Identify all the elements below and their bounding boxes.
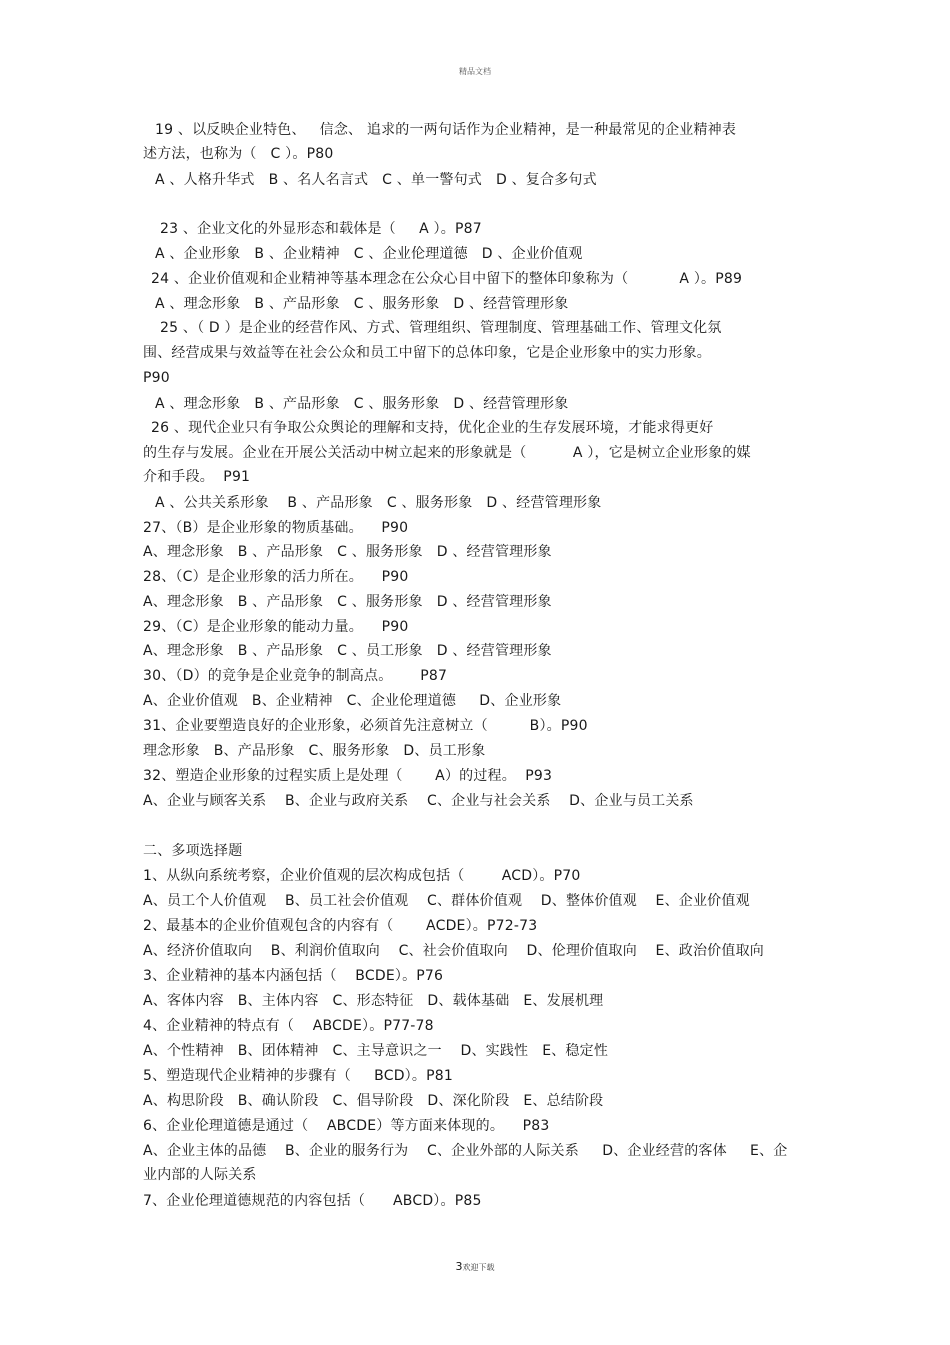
text-line: 2、最基本的企业价值观包含的内容有（ ACDE）。P72-73 <box>143 918 538 934</box>
text-line: 业内部的人际关系 <box>143 1167 257 1183</box>
text-line: A、企业主体的品德 B、企业的服务行为 C、企业外部的人际关系 D、企业经营的客体 E、企 <box>143 1143 788 1159</box>
text-line: 25 、（ D ）是企业的经营作风、方式、管理组织、管理制度、管理基础工作、管理文化氛 <box>160 320 722 336</box>
text-line: A、理念形象 B 、产品形象 C 、服务形象 D 、经营管理形象 <box>143 594 552 610</box>
page-header: 精品文档 <box>459 67 491 76</box>
text-line: 27、（B）是企业形象的物质基础。 P90 <box>143 520 409 536</box>
text-line: 23 、企业文化的外显形态和载体是（ A ）。P87 <box>160 221 482 237</box>
text-line: A 、公共关系形象 B 、产品形象 C 、服务形象 D 、经营管理形象 <box>155 495 602 511</box>
text-line: 5、塑造现代企业精神的步骤有（ BCD）。P81 <box>143 1068 453 1084</box>
text-line: 24 、企业价值观和企业精神等基本理念在公众心目中留下的整体印象称为（ A ）。P89 <box>151 271 743 287</box>
text-line: 述方法，也称为（ C ）。P80 <box>143 146 334 162</box>
text-line: 19 、以反映企业特色、 信念、 追求的一两句话作为企业精神，是一种最常见的企业精神表 <box>155 122 737 138</box>
page-number: 3 <box>455 1260 463 1273</box>
text-line: 1、从纵向系统考察，企业价值观的层次构成包括（ ACD）。P70 <box>143 868 581 884</box>
text-line: 理念形象 B、产品形象 C、服务形象 D、员工形象 <box>143 743 486 759</box>
text-line: 28、（C）是企业形象的活力所在。 P90 <box>143 569 409 585</box>
text-line: A 、理念形象 B 、产品形象 C 、服务形象 D 、经营管理形象 <box>155 396 569 412</box>
text-line: 32、塑造企业形象的过程实质上是处理（ A）的过程。 P93 <box>143 768 553 784</box>
text-line: A、企业与顾客关系 B、企业与政府关系 C、企业与社会关系 D、企业与员工关系 <box>143 793 694 809</box>
text-line: 4、企业精神的特点有（ ABCDE）。P77-78 <box>143 1018 434 1034</box>
footer-text: 欢迎下载 <box>462 1263 495 1272</box>
text-line: A 、人格升华式 B 、名人名言式 C 、单一警句式 D 、复合多句式 <box>155 172 597 188</box>
text-line: A、经济价值取向 B、利润价值取向 C、社会价值取向 D、伦理价值取向 E、政治价值取向 <box>143 943 764 959</box>
text-line: A 、理念形象 B 、产品形象 C 、服务形象 D 、经营管理形象 <box>155 296 569 312</box>
text-line: 的生存与发展。企业在开展公关活动中树立起来的形象就是（ A ），它是树立企业形象的媒 <box>143 445 751 461</box>
text-line: 31、企业要塑造良好的企业形象，必须首先注意树立（ B）。P90 <box>143 718 588 734</box>
text-line: A、个性精神 B、团体精神 C、主导意识之一 D、实践性 E、稳定性 <box>143 1043 609 1059</box>
text-line: 30、（D）的竞争是企业竞争的制高点。 P87 <box>143 668 448 684</box>
text-line: 二、多项选择题 <box>143 843 243 859</box>
text-line: A、理念形象 B 、产品形象 C 、员工形象 D 、经营管理形象 <box>143 643 552 659</box>
text-line: 6、企业伦理道德是通过（ ABCDE）等方面来体现的。 P83 <box>143 1118 550 1134</box>
text-line: 围、经营成果与效益等在社会公众和员工中留下的总体印象，它是企业形象中的实力形象。 <box>143 345 711 361</box>
text-line: A、构思阶段 B、确认阶段 C、倡导阶段 D、深化阶段 E、总结阶段 <box>143 1093 604 1109</box>
text-line: 3、企业精神的基本内涵包括（ BCDE）。P76 <box>143 968 444 984</box>
text-line: P90 <box>143 370 170 386</box>
page-footer <box>0 1260 950 1273</box>
text-line: 7、企业伦理道德规范的内容包括（ ABCD）。P85 <box>143 1193 482 1209</box>
text-line: A、企业价值观 B、企业精神 C、企业伦理道德 D、企业形象 <box>143 693 562 709</box>
text-line: A、客体内容 B、主体内容 C、形态特征 D、载体基础 E、发展机理 <box>143 993 604 1009</box>
text-line: A 、企业形象 B 、企业精神 C 、企业伦理道德 D 、企业价值观 <box>155 246 583 262</box>
text-line: 26 、现代企业只有争取公众舆论的理解和支持，优化企业的生存发展环境，才能求得更好 <box>151 420 714 436</box>
text-line: 介和手段。 P91 <box>143 469 251 485</box>
text-line: 29、（C）是企业形象的能动力量。 P90 <box>143 619 409 635</box>
text-line: A、员工个人价值观 B、员工社会价值观 C、群体价值观 D、整体价值观 E、企业价值观 <box>143 893 750 909</box>
text-line: A、理念形象 B 、产品形象 C 、服务形象 D 、经营管理形象 <box>143 544 552 560</box>
